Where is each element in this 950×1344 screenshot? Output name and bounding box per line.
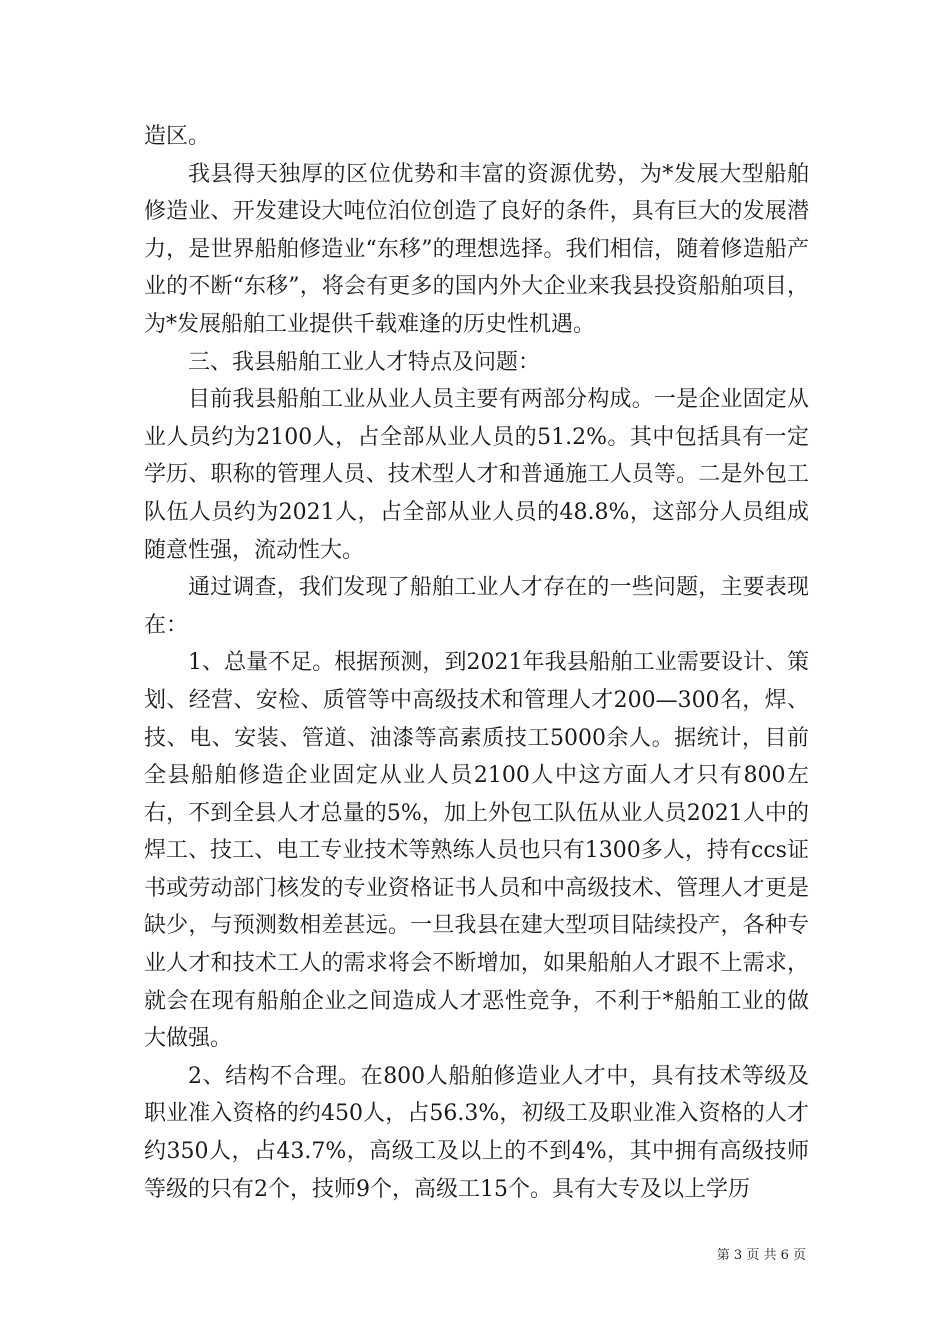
paragraph-workforce-composition: 目前我县船舶工业从业人员主要有两部分构成。一是企业固定从业人员约为2100人，占全部从业人员的51.2%。其中包括具有一定学历、职称的管理人员、技术型人才和普通施工人员等。二是外包工队伍人员约为2021人，占全部从业人员的48.8%，这部分人员组成随意性强，流动性大。 [144, 387, 809, 563]
paragraph-insufficient-total: 1、总量不足。根据预测，到2021年我县船舶工业需要设计、策划、经营、安检、质管等中高级技术和管理人才200—300名，焊、技、电、安装、管道、油漆等高素质技工5000余人。据统计，目前全县船舶修造企业固定从业人员2100人中这方面人才只有800左右，不到全县人才总量的5%，加上外包工队伍从业人员2021人中的焊工、技工、电工专业技术等熟练人员也只有1300多人，持有ccs证书或劳动部门核发的专业资格证书人员和中高级技术、管理人才更是缺少，与预测数相差甚远。一旦我县在建大型项目陆续投产，各种专业人才和技术工人的需求将会不断增加，如果船舶人才跟不上需求，就会在现有船舶企业之间造成人才恶性竞争，不利于*船舶工业的做大做强。 [144, 650, 809, 1052]
paragraph-continuation: 造区。 [144, 124, 211, 149]
page-number: 第 3 页 共 6 页 [716, 1248, 806, 1263]
paragraph-location-advantage: 我县得天独厚的区位优势和丰富的资源优势，为*发展大型船舶修造业、开发建设大吨位泊位创造了良好的条件，具有巨大的发展潜力，是世界船舶修造业“东移”的理想选择。我们相信，随着修造船产业的不断“东移”，将会有更多的国内外大企业来我县投资船舶项目，为*发展船舶工业提供千载难逢的历史性机遇。 [144, 161, 809, 337]
paragraph-unreasonable-structure: 2、结构不合理。在800人船舶修造业人才中，具有技术等级及职业准入资格的约450人，占56.3%，初级工及职业准入资格的人才约350人，占43.7%，高级工及以上的不到4%，其中拥有高级技师等级的只有2个，技师9个，高级工15个。具有大专及以上学历 [144, 1063, 809, 1202]
paragraph-survey-intro: 通过调查，我们发现了船舶工业人才存在的一些问题，主要表现在： [144, 575, 809, 638]
section-heading: 三、我县船舶工业人才特点及问题： [188, 349, 541, 375]
body-text [144, 118, 809, 1208]
